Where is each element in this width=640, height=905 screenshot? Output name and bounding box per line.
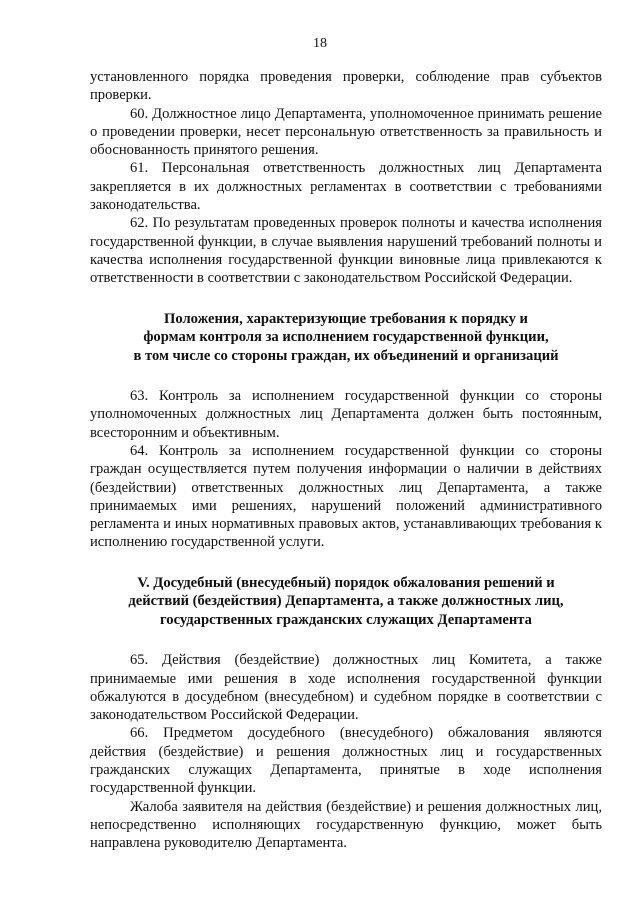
paragraph-continuation: установленного порядка проведения проверки, соблюдение прав субъектов проверки. bbox=[90, 69, 602, 104]
heading-line: V. Досудебный (внесудебный) порядок обжалования решений и bbox=[137, 574, 555, 591]
paragraph-65: 65. Действия (бездействие) должностных лиц Комитета, а также принимаемые ими решения в ходе исполнения государственной функции обжалуются в досудебном (внесудебном) и судебном порядке в соответствии с законодательством Российской Федерации. bbox=[90, 652, 602, 724]
heading-line: в том числе со стороны граждан, их объединений и организаций bbox=[133, 347, 559, 364]
paragraph-61: 61. Персональная ответственность должностных лиц Департамента закрепляется в их должностных регламентах в соответствии с требованиями законодательства. bbox=[90, 160, 602, 214]
paragraph-63: 63. Контроль за исполнением государственной функции со стороны уполномоченных должностных лиц Департамента должен быть постоянным, всесторонним и объективным. bbox=[90, 388, 602, 441]
section-heading-appeal bbox=[90, 574, 602, 630]
heading-line: формам контроля за исполнением государственной функции, bbox=[143, 329, 549, 346]
page-number: 18 bbox=[313, 36, 327, 51]
heading-line: государственных гражданских служащих Департамента bbox=[160, 611, 532, 628]
paragraph-66: 66. Предметом досудебного (внесудебного) обжалования являются действия (бездействие) и решения должностных лиц и государственных гражданских служащих Департамента, принятые в ходе исполнения государственной функции. bbox=[90, 725, 602, 797]
heading-line: Положения, характеризующие требования к порядку и bbox=[164, 310, 528, 327]
paragraph-complaint: Жалоба заявителя на действия (бездействие) и решения должностных лиц, непосредственно исполняющих государственную функцию, может быть направлена руководителю Департамента. bbox=[90, 798, 602, 852]
paragraph-64: 64. Контроль за исполнением государственной функции со стороны граждан осуществляется путем получения информации о наличии в действиях (бездействии) ответственных должностных лиц Департамента, а также принимаемых ими решениях, нарушений положений административного регламента и иных нормативных правовых актов, устанавливающих требования к исполнению государственной услуги. bbox=[90, 442, 602, 551]
paragraph-62: 62. По результатам проведенных проверок полноты и качества исполнения государственной функции, в случае выявления нарушений требований полноты и качества исполнения государственной функции виновные лица привлекаются к ответственности в соответствии с законодательством Российской Федерации. bbox=[90, 215, 602, 287]
document-body bbox=[90, 68, 602, 853]
paragraph-60: 60. Должностное лицо Департамента, уполномоченное принимать решение о проведении проверки, несет персональную ответственность за правильность и обоснованность принятого решения. bbox=[90, 105, 602, 159]
heading-line: действий (бездействия) Департамента, а также должностных лиц, bbox=[128, 593, 564, 610]
section-heading-control bbox=[90, 310, 602, 366]
